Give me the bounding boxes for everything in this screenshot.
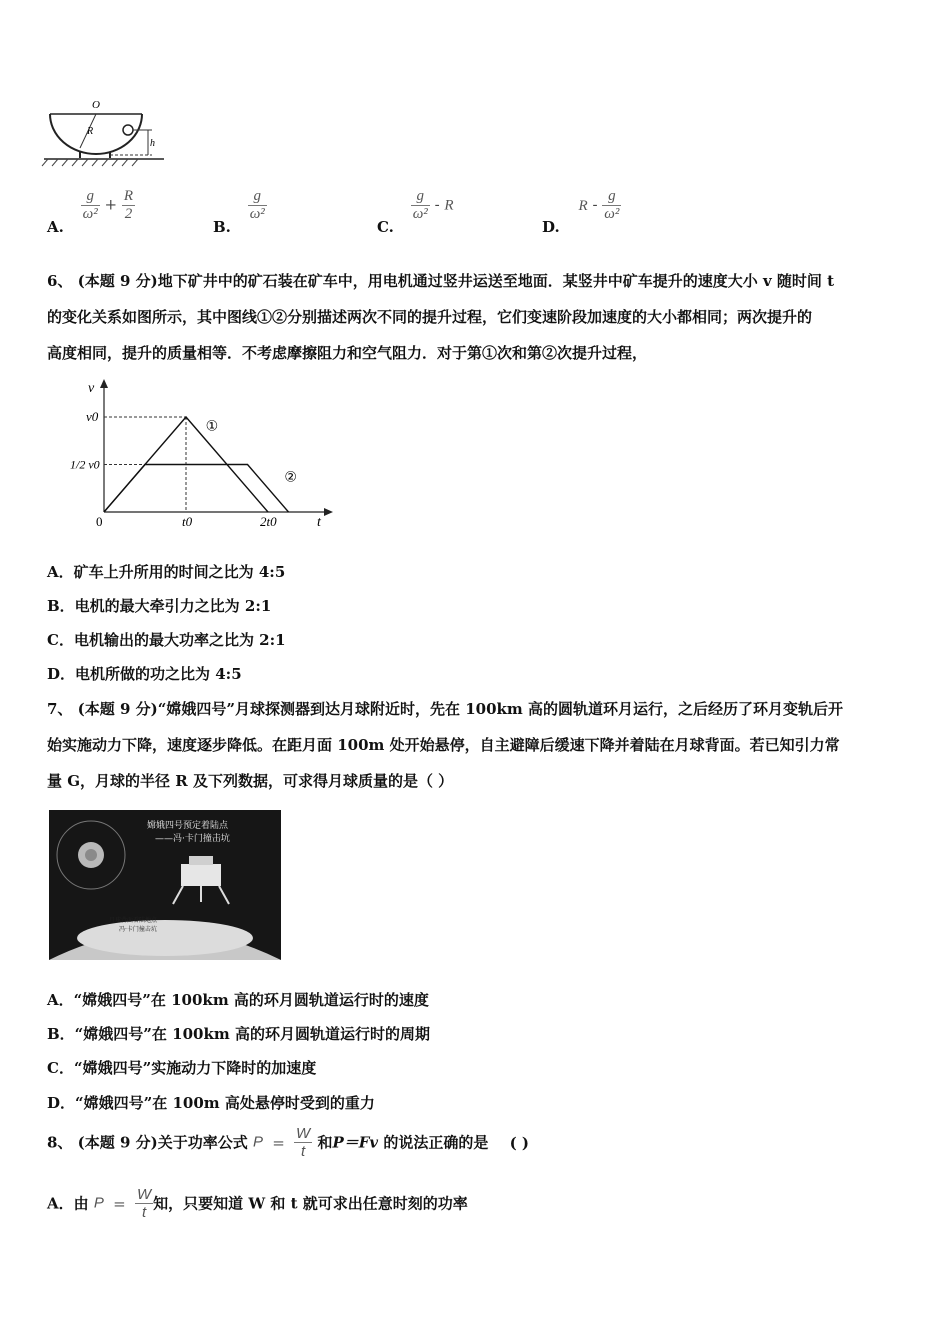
series-line-2 xyxy=(104,465,289,513)
q6-stem-line3: 高度相同，提升的质量相等．不考虑摩擦阻力和空气阻力．对于第①次和第②次提升过程， xyxy=(47,344,648,362)
option-label: C. xyxy=(377,217,394,236)
q7-option-b[interactable]: B．“嫦娥四号”在 100km 高的环月圆轨道运行时的周期 xyxy=(47,1025,430,1043)
fraction-numerator: g xyxy=(248,188,267,206)
q7-option-d[interactable]: D．“嫦娥四号”在 100m 高处悬停时受到的重力 xyxy=(47,1094,375,1112)
formula-lhs: P xyxy=(93,1194,104,1212)
q6-stem-line1: 6、 (本题 9 分)地下矿井中的矿石装在矿车中，用电机通过竖井运送至地面．某竖井中矿车提升的速度大小 v 随时间 t xyxy=(47,272,835,290)
q8-prefix: 8、 (本题 9 分)关于功率公式 xyxy=(47,1133,248,1152)
fraction-numerator: R xyxy=(123,188,134,204)
q7-stem-line3: 量 G，月球的半径 R 及下列数据，可求得月球质量的是（ ） xyxy=(47,772,454,790)
option-text: 知，只要知道 W 和 t 就可求出任意时刻的功率 xyxy=(153,1194,468,1213)
symbol-r: R xyxy=(578,197,588,214)
formula-denominator: t xyxy=(301,1143,306,1160)
q6-stem-line2: 的变化关系如图所示，其中图线①②分别描述两次不同的提升过程，它们变速阶段加速度的大小都相同；两次提升的 xyxy=(47,308,813,326)
series-label-2: ② xyxy=(284,469,297,486)
series-label-1: ① xyxy=(205,418,219,435)
formula-eq: = xyxy=(272,1133,285,1152)
operator: + xyxy=(104,195,118,214)
bowl-figure xyxy=(40,96,170,168)
formula-2: P＝Fv xyxy=(332,1133,379,1152)
photo-title-line2: ——冯·卡门撞击坑 xyxy=(155,834,230,844)
bowl-label-r: R xyxy=(87,126,94,137)
symbol-r: R xyxy=(444,197,454,214)
y-tick-half-v0: 1/2 v0 xyxy=(70,457,100,472)
option-label: A．由 xyxy=(47,1194,89,1213)
q6-option-d[interactable]: D．电机所做的功之比为 4:5 xyxy=(47,665,242,683)
q7-stem-line2: 始实施动力下降，速度逐步降低。在距月面 100m 处开始悬停，自主避障后缓速下降并着陆在月球背面。若已知引力常 xyxy=(47,736,840,754)
q5-option-c[interactable] xyxy=(377,188,454,236)
formula-lhs: P xyxy=(252,1133,263,1151)
q5-option-d[interactable] xyxy=(542,188,621,236)
fraction-denominator: ω² xyxy=(412,206,428,222)
change4-illustration xyxy=(49,810,281,960)
photo-caption-line2: 冯·卡门撞击坑 xyxy=(119,926,157,933)
operator: - xyxy=(592,195,598,214)
q8-option-a[interactable] xyxy=(47,1186,468,1221)
x-tick-0: 0 xyxy=(96,514,103,529)
option-label: B. xyxy=(213,217,231,236)
q5-option-a[interactable] xyxy=(47,188,135,236)
bowl-label-h: h xyxy=(150,138,155,149)
x-axis-label: t xyxy=(317,515,321,530)
fraction-denominator: ω² xyxy=(82,206,98,222)
q7-stem-line1: 7、 (本题 9 分)“嫦娥四号”月球探测器到达月球附近时，先在 100km 高的圆轨道环月运行，之后经历了环月变轨后开 xyxy=(47,700,844,718)
q8-suffix: 的说法正确的是 xyxy=(383,1133,489,1152)
photo-caption-line1: 月球背面着陆地点 xyxy=(109,917,158,924)
fraction-numerator: g xyxy=(411,188,430,206)
option-label: A. xyxy=(47,217,64,236)
fraction-numerator: g xyxy=(81,188,100,206)
fraction-numerator: g xyxy=(602,188,621,206)
fraction-denominator: ω² xyxy=(249,206,265,222)
operator: - xyxy=(434,195,440,214)
change4-photo xyxy=(49,810,281,960)
formula-numerator: W xyxy=(136,1186,152,1203)
option-label: D. xyxy=(542,217,560,236)
q7-option-a[interactable]: A．“嫦娥四号”在 100km 高的环月圆轨道运行时的速度 xyxy=(47,991,429,1009)
fraction-denominator: ω² xyxy=(604,206,620,222)
y-tick-v0: v0 xyxy=(86,409,99,424)
q8-middle: 和 xyxy=(317,1133,333,1152)
answer-paren: ( ) xyxy=(509,1133,530,1152)
fraction-denominator: 2 xyxy=(124,206,133,222)
vt-chart xyxy=(44,376,344,536)
photo-title-line1: 嫦娥四号预定着陆点 xyxy=(147,821,229,831)
q6-option-b[interactable]: B．电机的最大牵引力之比为 2:1 xyxy=(47,597,272,615)
q7-option-c[interactable]: C．“嫦娥四号”实施动力下降时的加速度 xyxy=(47,1059,317,1077)
x-tick-2t0: 2t0 xyxy=(260,514,277,529)
x-tick-t0: t0 xyxy=(182,514,193,529)
x-axis-arrow xyxy=(324,508,333,516)
q6-option-a[interactable]: A．矿车上升所用的时间之比为 4:5 xyxy=(47,563,286,581)
bowl-label-o: O xyxy=(92,99,100,111)
q8-stem xyxy=(47,1125,529,1160)
y-axis-label: v xyxy=(88,381,95,396)
q6-option-c[interactable]: C．电机输出的最大功率之比为 2:1 xyxy=(47,631,286,649)
q5-option-b[interactable] xyxy=(213,188,267,236)
formula-eq: = xyxy=(113,1194,126,1213)
y-axis-arrow xyxy=(100,379,108,388)
formula-denominator: t xyxy=(141,1204,147,1221)
formula-numerator: W xyxy=(296,1125,311,1142)
